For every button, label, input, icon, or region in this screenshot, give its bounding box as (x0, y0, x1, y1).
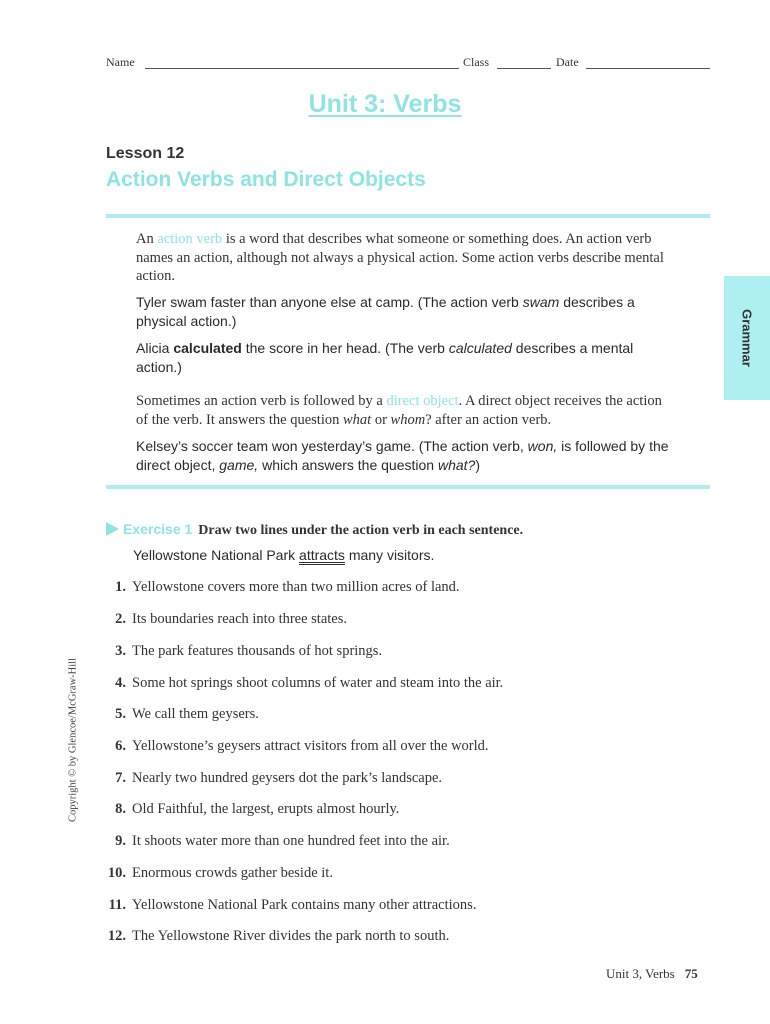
exercise-item[interactable]: 3. The park features thousands of hot springs. (115, 643, 383, 659)
date-label: Date (556, 55, 579, 69)
footer-section: Unit 3, Verbs (606, 966, 675, 981)
direct-object-definition: Sometimes an action verb is followed by a direct object. A direct object receives the action of the verb. It answers the question what or whom? after an action verb. (136, 393, 662, 428)
exercise-item[interactable]: 11. Yellowstone National Park contains many other attractions. (108, 897, 477, 913)
name-label: Name (106, 55, 135, 69)
date-field[interactable] (586, 56, 710, 69)
exercise-item[interactable]: 8. Old Faithful, the largest, erupts almost hourly. (115, 801, 400, 817)
exercise-item[interactable]: 5. We call them geysers. (115, 706, 259, 722)
copyright-notice: Copyright © by Glencoe/McGraw-Hill (67, 658, 79, 822)
grammar-tab-label: Grammar (739, 309, 755, 367)
exercise-item[interactable]: 2. Its boundaries reach into three states. (115, 611, 348, 627)
exercise-item[interactable]: 7. Nearly two hundred geysers dot the park’s landscape. (115, 770, 443, 786)
exercise-item[interactable]: 9. It shoots water more than one hundred feet into the air. (115, 833, 450, 849)
exercise-example: Yellowstone National Park attracts many visitors. (133, 547, 435, 563)
grammar-side-tab (724, 276, 770, 400)
exercise-item[interactable]: 12. The Yellowstone River divides the park north to south. (107, 928, 450, 944)
exercise-item[interactable]: 1. Yellowstone covers more than two million acres of land. (115, 579, 460, 595)
example-swam: Tyler swam faster than anyone else at camp. (The action verb swam describes a physical action.) (136, 294, 635, 329)
exercise-heading (106, 521, 523, 539)
example-verb: attracts (299, 547, 345, 563)
class-label: Class (463, 55, 490, 69)
exercise-item[interactable]: 10. Enormous crowds gather beside it. (107, 865, 333, 881)
page-footer (606, 966, 698, 982)
action-verb-term: action verb (157, 231, 223, 247)
direct-object-term: direct object (386, 393, 459, 409)
lesson-number: Lesson 12 (106, 145, 185, 162)
action-verb-definition: An action verb is a word that describes what someone or something does. An action verb names an action, although not always a physical action. Some action verbs describe mental action. (136, 231, 664, 284)
lesson-title: Action Verbs and Direct Objects (106, 168, 426, 191)
example-calculated: Alicia calculated the score in her head. (The verb calculated describes a mental action.) (136, 340, 634, 375)
example-won: Kelsey’s soccer team won yesterday’s game. (The action verb, won, is followed by the direct object, game, which answers the question what?) (136, 438, 669, 473)
exercise-item[interactable]: 4. Some hot springs shoot columns of water and steam into the air. (115, 675, 504, 691)
exercise-item[interactable]: 6. Yellowstone’s geysers attract visitors from all over the world. (115, 738, 489, 754)
exercise-label: Exercise 1 (123, 521, 193, 537)
bottom-divider (106, 485, 710, 489)
class-field[interactable] (497, 56, 551, 69)
play-arrow-icon (106, 522, 119, 536)
name-field[interactable] (145, 56, 459, 69)
unit-title: Unit 3: Verbs (308, 90, 462, 118)
page-number: 75 (684, 966, 698, 981)
exercise-instruction: Draw two lines under the action verb in each sentence. (198, 523, 524, 538)
top-divider (106, 214, 710, 218)
